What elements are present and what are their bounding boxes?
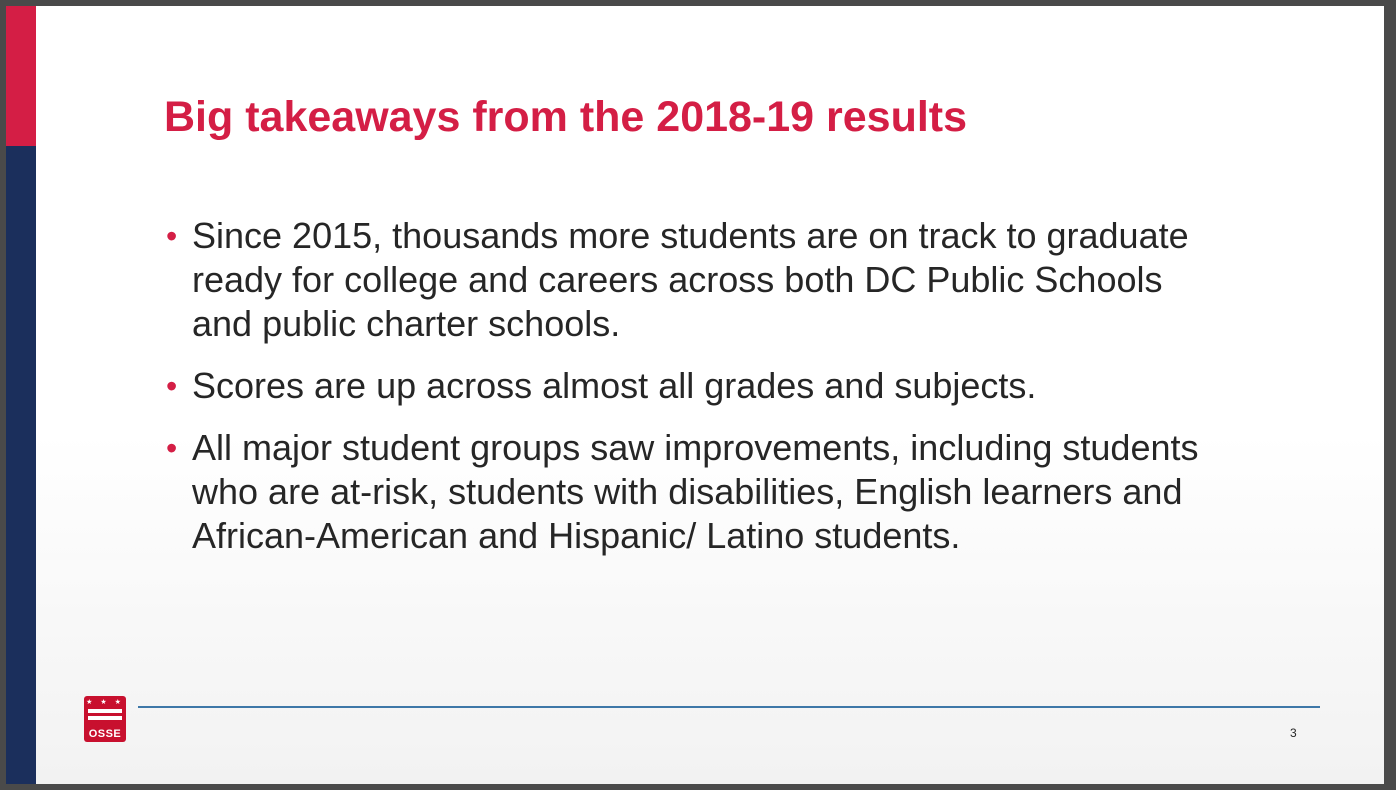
logo-stripe (88, 709, 122, 713)
logo-stripe (88, 716, 122, 720)
slide (6, 6, 1384, 784)
bullet-item (164, 426, 1204, 558)
logo-stars: ★ ★ ★ (86, 699, 124, 706)
bullet-marker: • (166, 218, 178, 254)
bullet-marker: • (166, 368, 178, 404)
bullet-item (164, 364, 1204, 408)
bullet-text: Scores are up across almost all grades and subjects. (192, 365, 1037, 406)
footer-divider (138, 706, 1320, 708)
side-accent-bar-red (6, 6, 36, 146)
bullet-text: Since 2015, thousands more students are on track to graduate ready for college and careers across both DC Public Schools and public charter schools. (192, 215, 1189, 344)
bullet-list (164, 214, 1204, 576)
bullet-item (164, 214, 1204, 346)
side-accent-bar-navy (6, 146, 36, 784)
bullet-marker: • (166, 430, 178, 466)
slide-title: Big takeaways from the 2018-19 results (164, 93, 968, 141)
bullet-text: All major student groups saw improvements, including students who are at-risk, students with disabilities, English learners and African-American and Hispanic/ Latino students. (192, 427, 1199, 556)
logo-text: OSSE (88, 728, 122, 740)
page-number: 3 (1290, 726, 1297, 740)
osse-logo-icon (84, 696, 126, 742)
